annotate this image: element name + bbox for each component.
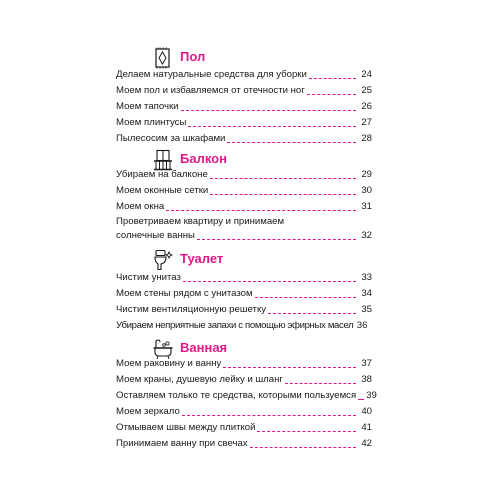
- dot-leader: [182, 414, 356, 416]
- entry-title: Моем стены рядом с унитазом: [116, 288, 253, 299]
- toc-entry[interactable]: [116, 272, 372, 284]
- toc-entry[interactable]: [116, 69, 372, 81]
- toc-entry[interactable]: [116, 358, 372, 370]
- entry-title: Убираем неприятные запахи с помощью эфирных масел: [116, 320, 354, 331]
- entry-page: 33: [361, 272, 372, 283]
- dot-leader: [250, 446, 356, 448]
- toc-entry[interactable]: [116, 304, 372, 316]
- toc-entry[interactable]: [116, 406, 372, 418]
- entry-page: 27: [361, 117, 372, 128]
- dot-leader: [257, 430, 356, 432]
- dot-leader: [166, 209, 356, 211]
- toc-entry[interactable]: [116, 216, 372, 242]
- dot-leader: [268, 312, 356, 314]
- entry-page: 42: [361, 438, 372, 449]
- section-title: Туалет: [180, 251, 224, 266]
- entry-title: Убираем на балконе: [116, 169, 208, 180]
- section-header-toilet: [152, 248, 224, 272]
- dot-leader: [210, 193, 356, 195]
- toc-entry[interactable]: [116, 101, 372, 113]
- dot-leader: [210, 177, 356, 179]
- entry-title: Делаем натуральные средства для уборки: [116, 69, 307, 80]
- entry-page: 36: [356, 320, 368, 331]
- bathtub-icon: [152, 338, 174, 360]
- section-header-floor: [152, 46, 206, 70]
- entry-page: 28: [361, 133, 372, 144]
- entry-title: Оставляем только те средства, которыми пользуемся: [116, 390, 357, 401]
- entry-page: 25: [361, 85, 372, 96]
- entry-page: 26: [361, 101, 372, 112]
- toc-entry[interactable]: [116, 117, 372, 129]
- balcony-icon: [152, 149, 174, 171]
- entry-title: Чистим вентиляционную решетку: [116, 304, 267, 315]
- section-title: Пол: [180, 49, 206, 64]
- toc-entry[interactable]: [116, 438, 372, 450]
- entry-title: Моем раковину и ванну: [116, 358, 222, 369]
- dot-leader: [285, 382, 356, 384]
- entry-page: 40: [361, 406, 372, 417]
- dot-leader: [255, 296, 356, 298]
- entry-page: 41: [361, 422, 372, 433]
- entry-title: Моем плинтусы: [116, 117, 187, 128]
- entry-page: 24: [361, 69, 372, 80]
- toc-entry[interactable]: [116, 374, 372, 386]
- dot-leader: [183, 280, 356, 282]
- dot-leader: [227, 141, 356, 143]
- toilet-icon: [152, 249, 174, 271]
- entry-title: Моем окна: [116, 201, 165, 212]
- section-title: Ванная: [180, 340, 228, 355]
- entry-page: 30: [361, 185, 372, 196]
- toc-entry[interactable]: [116, 422, 372, 434]
- entry-page: 35: [361, 304, 372, 315]
- entry-page: 31: [361, 201, 372, 212]
- toc-entry[interactable]: [116, 320, 372, 332]
- entry-page: 32: [361, 230, 372, 241]
- toc-entry[interactable]: [116, 201, 372, 213]
- toc-entry[interactable]: [116, 169, 372, 181]
- entry-title: солнечные ванны: [116, 230, 195, 241]
- dot-leader: [307, 93, 356, 95]
- entry-title-line1: Проветриваем квартиру и принимаем: [116, 216, 285, 227]
- dot-leader: [358, 398, 364, 400]
- toc-entry[interactable]: [116, 390, 377, 402]
- entry-title: Принимаем ванну при свечах: [116, 438, 248, 449]
- toc-entry[interactable]: [116, 185, 372, 197]
- section-title: Балкон: [180, 151, 227, 166]
- dot-leader: [223, 366, 356, 368]
- entry-page: 29: [361, 169, 372, 180]
- toc-entry[interactable]: [116, 85, 372, 97]
- entry-page: 38: [361, 374, 372, 385]
- toc-entry[interactable]: [116, 133, 372, 145]
- entry-page: 37: [361, 358, 372, 369]
- entry-title: Моем зеркало: [116, 406, 180, 417]
- entry-title: Моем пол и избавляемся от отечности ног: [116, 85, 305, 96]
- entry-title: Отмываем швы между плиткой: [116, 422, 256, 433]
- dot-leader: [309, 77, 356, 79]
- dot-leader: [181, 109, 356, 111]
- entry-title: Моем оконные сетки: [116, 185, 209, 196]
- entry-page: 39: [366, 390, 377, 401]
- rug-icon: [152, 47, 174, 69]
- entry-title: Моем тапочки: [116, 101, 179, 112]
- entry-page: 34: [361, 288, 372, 299]
- entry-title: Чистим унитаз: [116, 272, 181, 283]
- entry-title: Моем краны, душевую лейку и шланг: [116, 374, 283, 385]
- dot-leader: [197, 238, 356, 240]
- entry-title: Пылесосим за шкафами: [116, 133, 226, 144]
- dot-leader: [188, 125, 356, 127]
- toc-entry[interactable]: [116, 288, 372, 300]
